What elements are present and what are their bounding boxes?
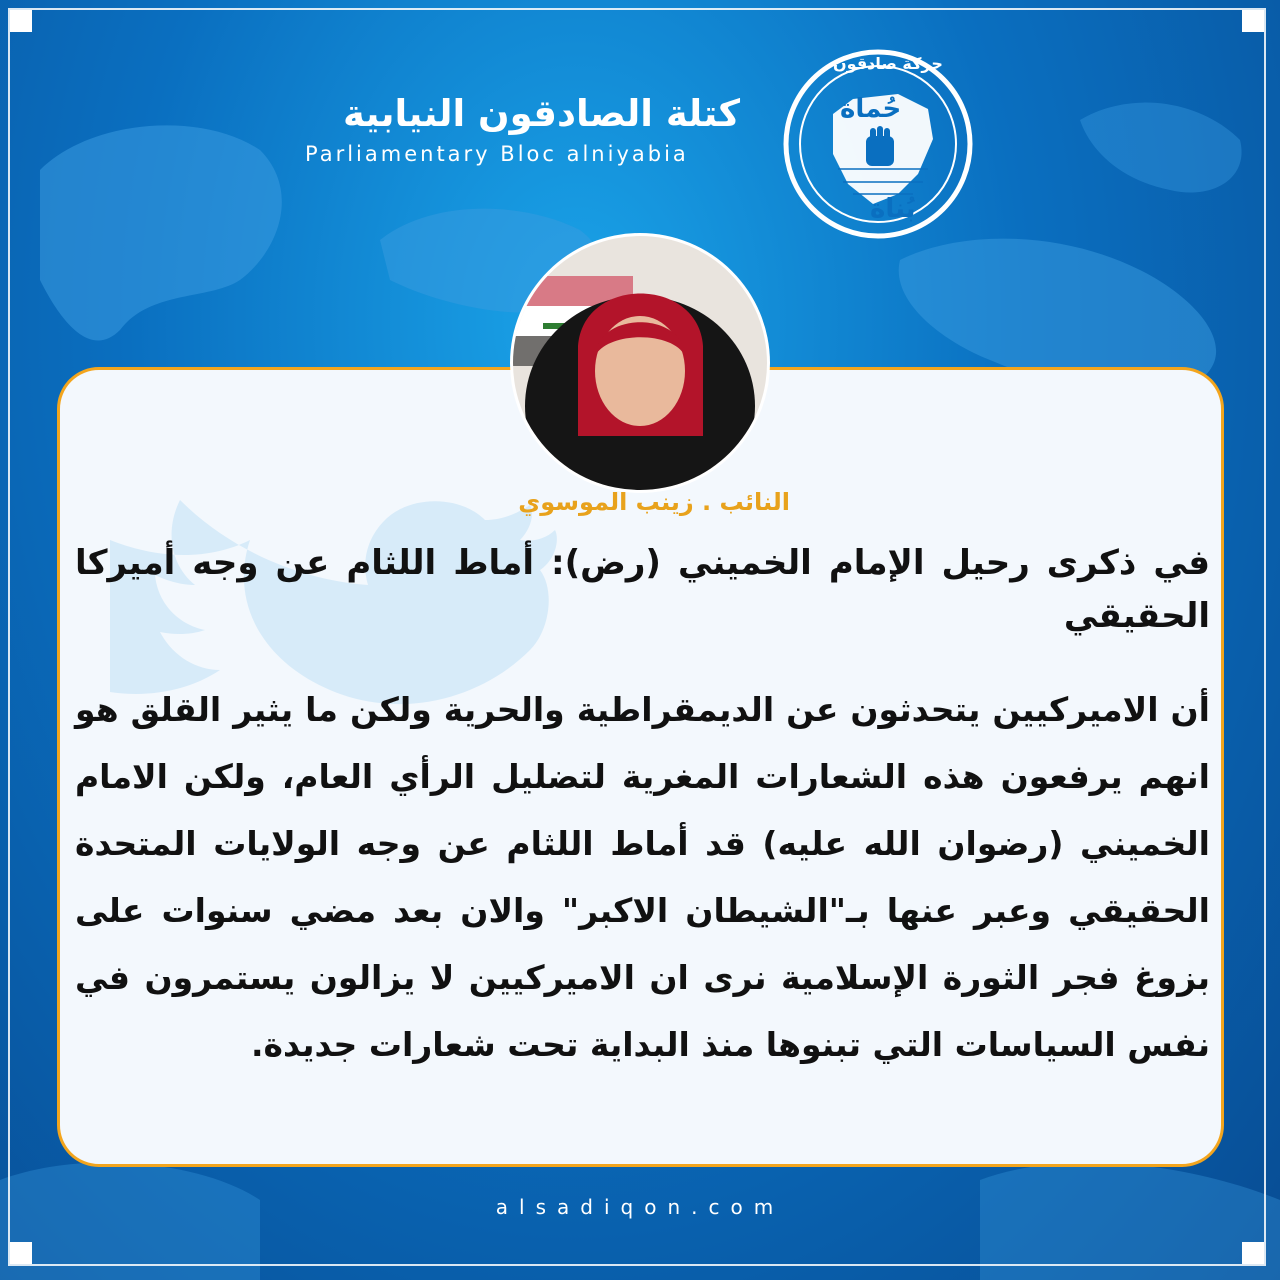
logo-fist-icon <box>866 126 894 166</box>
frame-corner <box>10 1242 32 1264</box>
post-title-text: في ذكرى رحيل الإمام الخميني (رض): أماط اللثام عن وجه أميركا الحقيقي <box>75 543 1210 636</box>
post-title <box>75 537 1210 642</box>
logo-word-bottom: بُناة <box>870 194 916 224</box>
header-title-english: Parliamentary Bloc alniyabia <box>305 142 689 166</box>
header-title-arabic: كتلة الصادقون النيابية <box>343 92 740 135</box>
frame-corner <box>10 10 32 32</box>
frame-corner <box>1242 1242 1264 1264</box>
logo-top-text: حركة صادقون <box>833 54 943 73</box>
author-name: النائب . زينب الموسوي <box>518 488 790 516</box>
frame-corner <box>1242 10 1264 32</box>
post-body: أن الاميركيين يتحدثون عن الديمقراطية والحرية ولكن ما يثير القلق هو انهم يرفعون هذه الشعارات المغرية لتضليل الرأي العام، ولكن الامام الخميني (رضوان الله عليه) قد أماط اللثام عن وجه الولايات المتحدة الحقيقي وعبر عنها بـ"الشيطان الاكبر" والان بعد مضي سنوات على بزوغ فجر الثورة الإسلامية نرى ان الاميركيين لا يزالون يستمرون في نفس السياسات التي تبنوها منذ البداية تحت شعارات جديدة. <box>75 690 1210 1064</box>
logo-word-top: حُماة <box>840 94 902 124</box>
avatar <box>513 236 767 490</box>
logo <box>778 44 978 244</box>
website-link[interactable]: alsadiqon.com <box>495 1195 785 1219</box>
